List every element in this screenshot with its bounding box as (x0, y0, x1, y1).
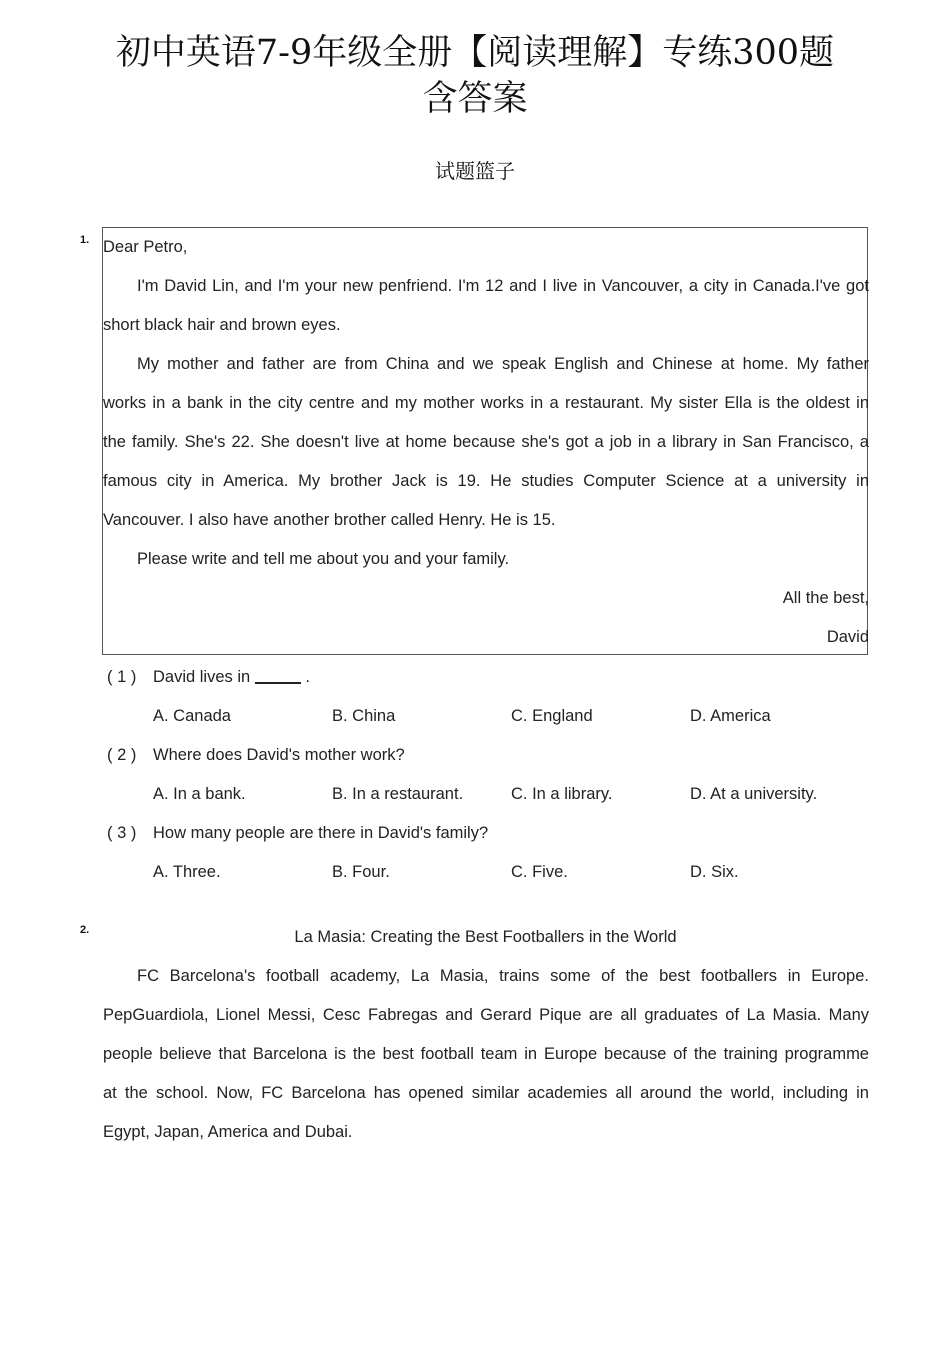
title-line-1: 初中英语7-9年级全册【阅读理解】专练300题 (115, 33, 835, 73)
passage-line: short black hair and brown eyes. (103, 316, 341, 334)
passage-line: My mother and father are from China and we speak English and Chinese at home. My father (137, 355, 869, 373)
subquestion-stem: Where does David's mother work? (153, 746, 405, 764)
subquestion-stem: How many people are there in David's family? (153, 824, 489, 842)
option-c: C. In a library. (511, 785, 613, 803)
stem-text: . (305, 668, 310, 686)
option-d: D. Six. (690, 863, 739, 881)
document-subtitle: 试题篮子 (435, 159, 515, 183)
subquestion-number: ( 2 ) (107, 746, 137, 764)
letter-closing: All the best, (782, 589, 869, 607)
letter-signature: David (826, 628, 869, 646)
passage-line: PepGuardiola, Lionel Messi, Cesc Fabregas and Gerard Pique are all graduates of La Masia. Many (103, 1006, 869, 1024)
title-line-2: 含答案 (422, 79, 528, 119)
passage-line: people believe that Barcelona is the best football team in Europe because of the training programme (103, 1045, 869, 1063)
passage-line: I'm David Lin, and I'm your new penfriend. I'm 12 and I live in Vancouver, a city in Canada.I've got (137, 277, 869, 295)
passage-title: La Masia: Creating the Best Footballers in the World (294, 928, 677, 946)
answer-blank (255, 668, 301, 684)
passage-line: Please write and tell me about you and your family. (137, 550, 510, 568)
option-c: C. Five. (511, 863, 568, 881)
option-a: A. In a bank. (153, 785, 246, 803)
passage-line: the family. She's 22. She doesn't live at home because she's got a job in a library in San Francisco, a (103, 433, 869, 451)
passage-line: Egypt, Japan, America and Dubai. (103, 1123, 353, 1141)
option-a: A. Three. (153, 863, 221, 881)
passage-line: FC Barcelona's football academy, La Masia, trains some of the best footballers in Europe. (137, 967, 869, 985)
option-d: D. America (690, 707, 771, 725)
option-a: A. Canada (153, 707, 231, 725)
letter-greeting: Dear Petro, (103, 238, 188, 256)
question-number-2: 2. (80, 924, 90, 936)
passage-line: famous city in America. My brother Jack is 19. He studies Computer Science at a university in (103, 472, 869, 490)
document-title (0, 30, 950, 122)
question-number-1: 1. (80, 234, 90, 246)
subquestion-number: ( 1 ) (107, 668, 137, 686)
passage-line: at the school. Now, FC Barcelona has opened similar academies all around the world, including in (103, 1084, 869, 1102)
passage-line: Vancouver. I also have another brother called Henry. He is 15. (103, 511, 556, 529)
subquestion-number: ( 3 ) (107, 824, 137, 842)
option-d: D. At a university. (690, 785, 818, 803)
option-b: B. In a restaurant. (332, 785, 464, 803)
option-b: B. China (332, 707, 396, 725)
option-c: C. England (511, 707, 593, 725)
subquestion-stem (153, 667, 310, 687)
option-b: B. Four. (332, 863, 390, 881)
stem-text: David lives in (153, 668, 251, 686)
passage-line: works in a bank in the city centre and my mother works in a restaurant. My sister Ella is the oldest in (103, 394, 869, 412)
